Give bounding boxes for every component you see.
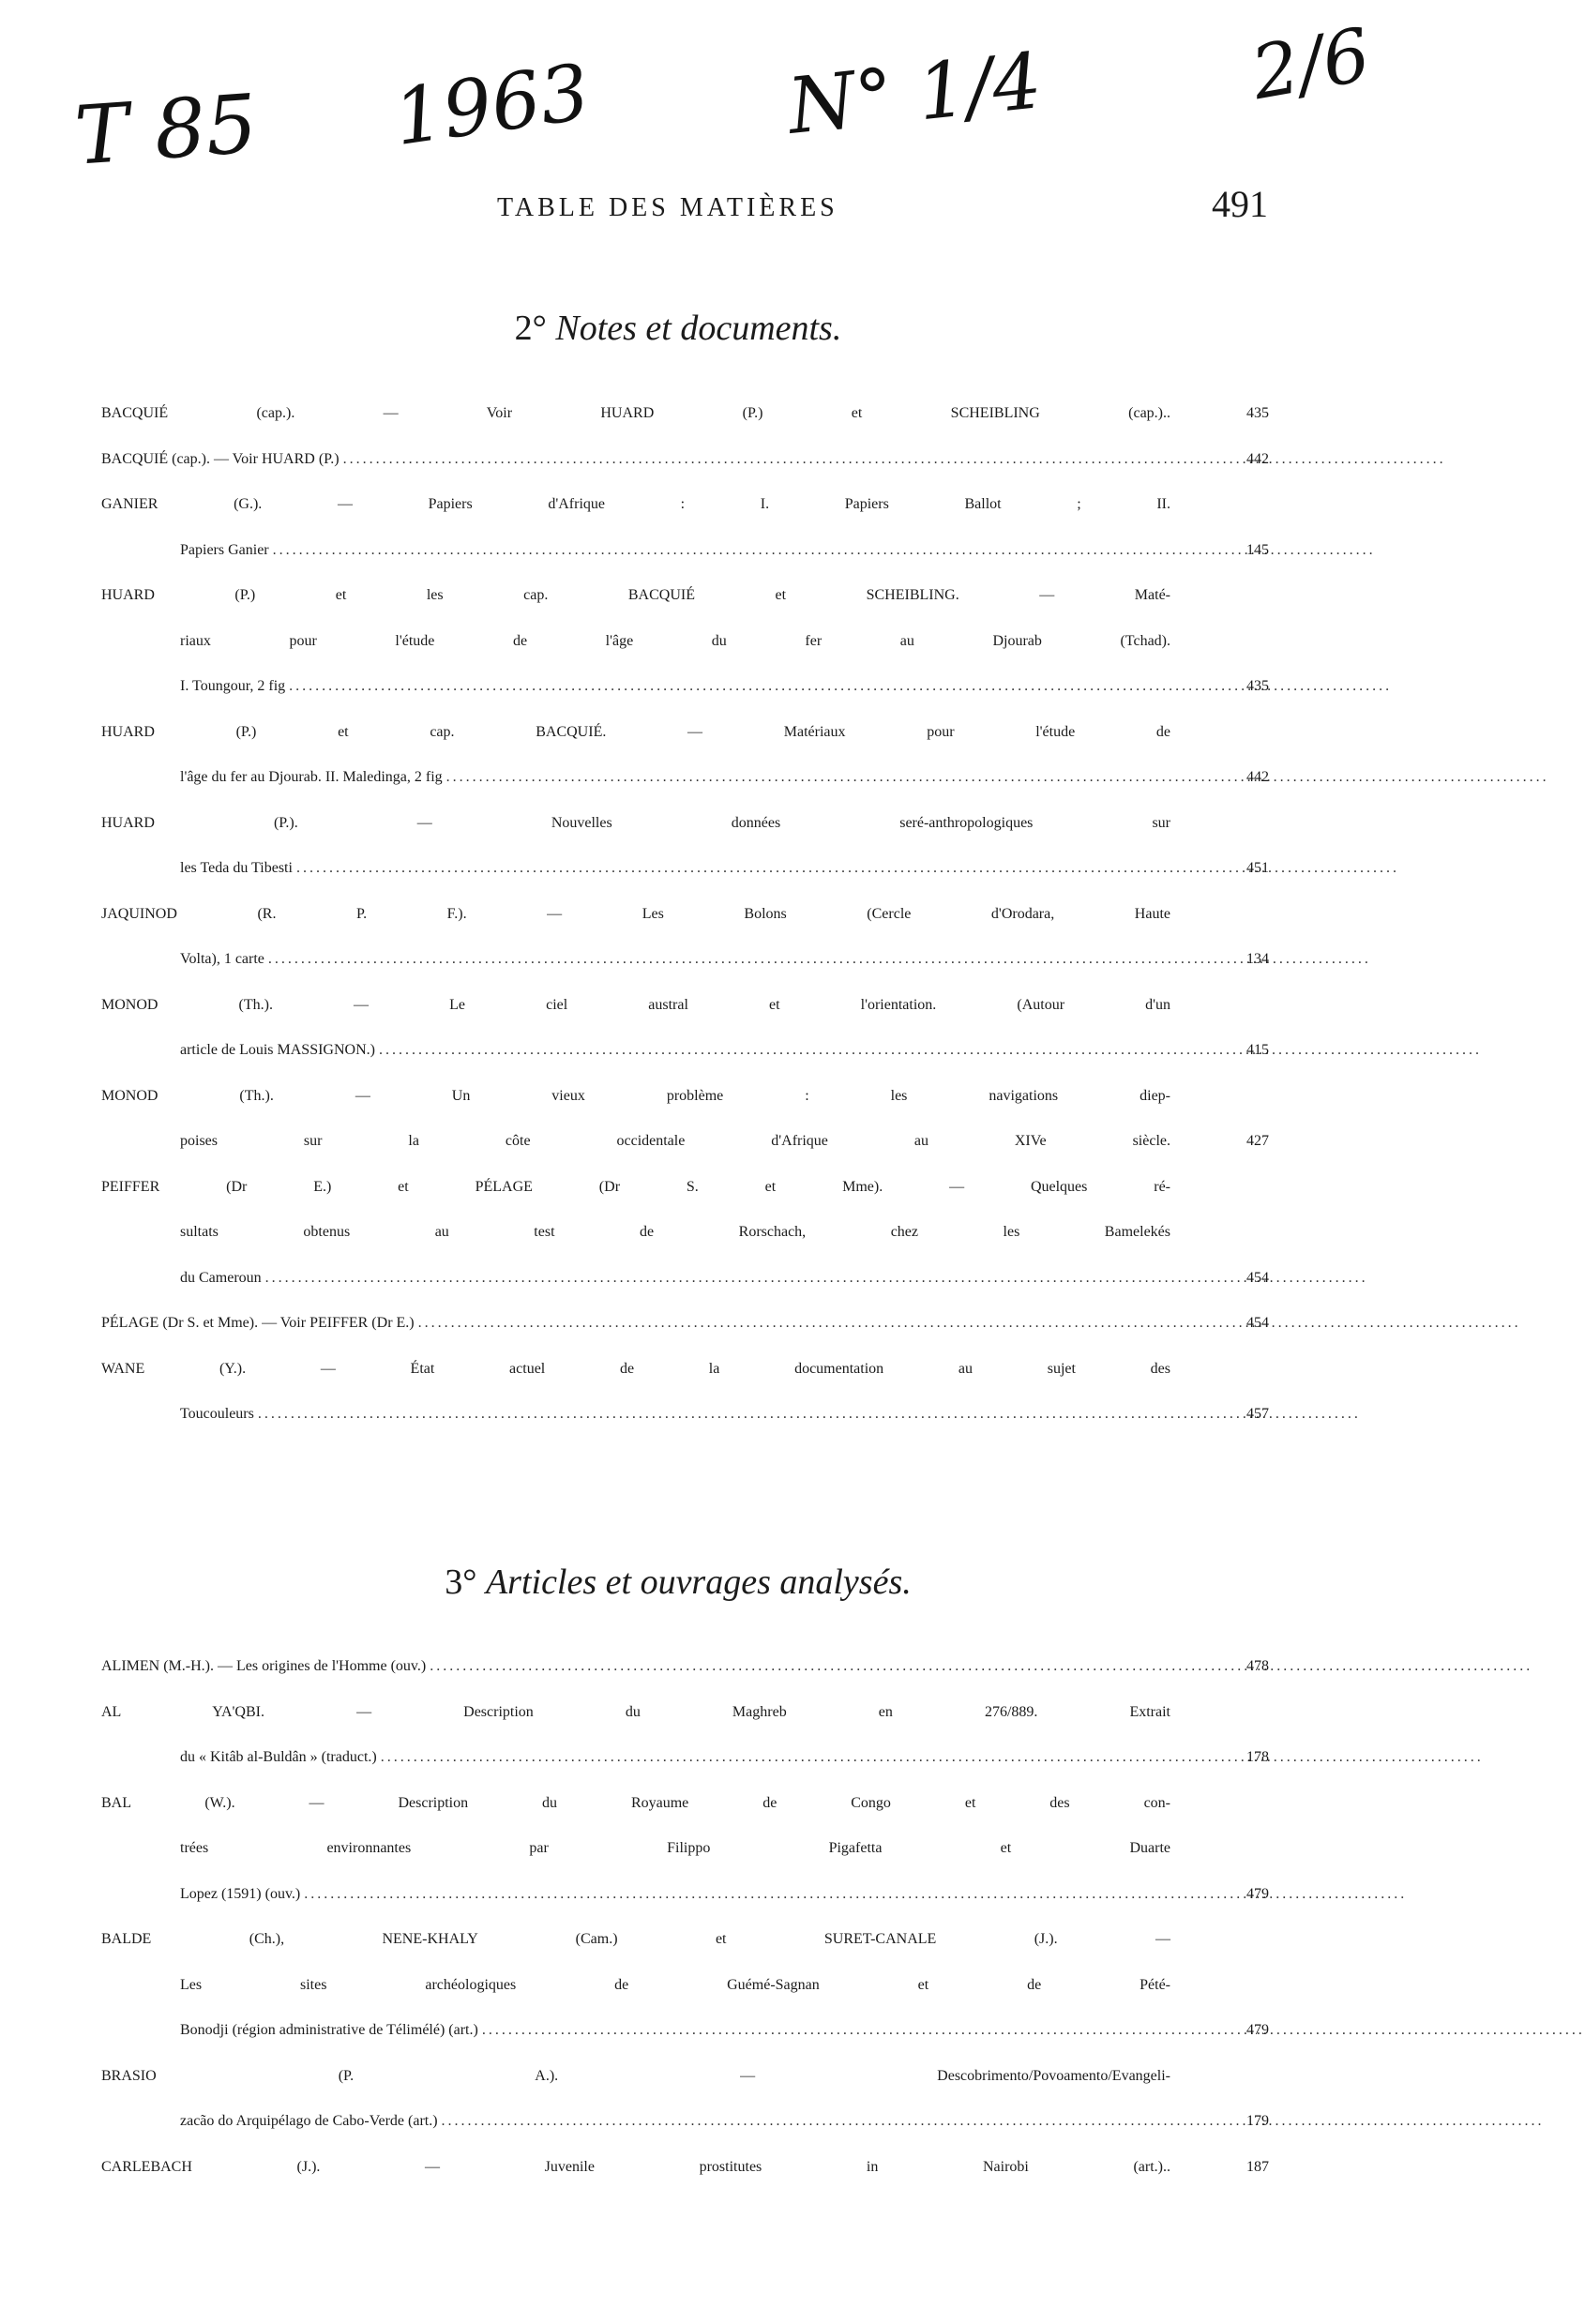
entry-page-number: 435 — [1246, 678, 1269, 694]
dot-leader — [375, 1042, 1482, 1088]
entry-page-number: 178 — [1246, 1749, 1269, 1765]
entry-line — [101, 1361, 1269, 1407]
entry-line — [101, 496, 1269, 542]
dot-leader — [293, 860, 1399, 906]
entry-text: HUARD (P.) et les cap. BACQUIÉ et SCHEIBLING. — Maté- — [101, 587, 1170, 603]
page-number: 491 — [1212, 183, 1268, 225]
dot-leader — [254, 1406, 1361, 1452]
dot-leader — [377, 1749, 1484, 1795]
handwritten-mark-1: T 85 — [71, 77, 261, 184]
section-heading-notes — [0, 308, 1356, 349]
entry-line — [101, 1931, 1269, 1977]
handwritten-mark-4: 2/6 — [1245, 12, 1377, 117]
entry-text: zacão do Arquipélago de Cabo-Verde (art.) — [180, 2113, 438, 2129]
entry-line — [101, 1088, 1269, 1134]
entry-page-number: 442 — [1246, 450, 1269, 467]
entry-text: poises sur la côte occidentale d'Afrique au XIVe siècle. — [180, 1133, 1170, 1149]
entry-page-number: 454 — [1246, 1269, 1269, 1286]
entry-text: trées environnantes par Filippo Pigafetta et Duarte — [180, 1840, 1170, 1856]
section-title: Notes et documents. — [555, 309, 842, 348]
entry-line — [101, 1315, 1269, 1361]
entry-text: MONOD (Th.). — Le ciel austral et l'orientation. (Autour d'un — [101, 996, 1170, 1013]
entry-text: MONOD (Th.). — Un vieux problème : les navigations diep- — [101, 1087, 1170, 1104]
entry-line — [101, 815, 1269, 861]
entry-text: BALDE (Ch.), NENE-KHALY (Cam.) et SURET-CANALE (J.). — — [101, 1931, 1170, 1947]
dot-leader — [285, 678, 1392, 724]
entry-line — [101, 951, 1269, 997]
dot-leader — [415, 1315, 1521, 1361]
entry-text: article de Louis MASSIGNON.) — [180, 1042, 375, 1058]
entry-line — [101, 1704, 1269, 1750]
entry-text: PEIFFER (Dr E.) et PÉLAGE (Dr S. et Mme). — Quelques ré- — [101, 1178, 1170, 1195]
dot-leader — [262, 1270, 1368, 1316]
entry-line — [101, 860, 1269, 906]
entry-text: Papiers Ganier — [180, 541, 269, 558]
entry-text: du « Kitâb al-Buldân » (traduct.) — [180, 1749, 377, 1765]
entry-page-number: 457 — [1246, 1406, 1269, 1422]
entry-line — [101, 633, 1269, 679]
entry-line — [101, 906, 1269, 952]
entry-line — [101, 678, 1269, 724]
handwritten-mark-3: N° 1/4 — [783, 37, 1046, 152]
entry-page-number: 187 — [1246, 2158, 1269, 2175]
entry-text: Les sites archéologiques de Guémé-Sagnan et de Pété- — [180, 1976, 1170, 1993]
entry-line — [101, 1886, 1269, 1932]
section-number: 2° — [514, 309, 547, 348]
entry-page-number: 179 — [1246, 2113, 1269, 2129]
entry-line — [101, 724, 1269, 770]
entry-page-number: 479 — [1246, 1885, 1269, 1902]
entry-text: BACQUIÉ (cap.). — Voir HUARD (P.) et SCHEIBLING (cap.).. — [101, 405, 1170, 421]
entry-text: Volta), 1 carte — [180, 951, 264, 967]
entry-line — [101, 2159, 1269, 2205]
entry-line — [101, 1406, 1269, 1452]
entry-text: HUARD (P.) et cap. BACQUIÉ. — Matériaux pour l'étude de — [101, 723, 1170, 740]
entry-line — [101, 1977, 1269, 2023]
entry-line — [101, 451, 1269, 497]
entry-page-number: 435 — [1246, 405, 1269, 421]
entry-text: AL YA'QBI. — Description du Maghreb en 276/889. Extrait — [101, 1703, 1170, 1720]
entry-line — [101, 587, 1269, 633]
entry-page-number: 145 — [1246, 541, 1269, 558]
entry-text: ALIMEN (M.-H.). — Les origines de l'Homme (ouv.) — [101, 1658, 427, 1674]
entry-text: Lopez (1591) (ouv.) — [180, 1885, 301, 1902]
section-number: 3° — [445, 1562, 477, 1602]
entry-page-number: 478 — [1246, 1658, 1269, 1674]
entry-text: Bonodji (région administrative de Télimélé) (art.) — [180, 2022, 478, 2038]
entry-text: CARLEBACH (J.). — Juvenile prostitutes in Nairobi (art.).. — [101, 2158, 1170, 2175]
dot-leader — [264, 951, 1371, 997]
entry-text: riaux pour l'étude de l'âge du fer au Djourab (Tchad). — [180, 632, 1170, 649]
entry-line — [101, 1658, 1269, 1704]
entry-text: Toucouleurs — [180, 1406, 254, 1422]
entry-line — [101, 542, 1269, 588]
dot-leader — [443, 769, 1549, 815]
section-title: Articles et ouvrages analysés. — [485, 1562, 912, 1602]
dot-leader — [438, 2113, 1545, 2159]
entry-page-number: 442 — [1246, 769, 1269, 785]
entry-line — [101, 2022, 1269, 2068]
entry-text: BAL (W.). — Description du Royaume de Congo et des con- — [101, 1794, 1170, 1811]
entry-page-number: 415 — [1246, 1042, 1269, 1058]
entry-text: BRASIO (P. A.). — Descobrimento/Povoamento/Evangeli- — [101, 2067, 1170, 2084]
entry-line — [101, 1042, 1269, 1088]
entry-line — [101, 2068, 1269, 2114]
handwritten-mark-2: 1963 — [388, 47, 596, 164]
entry-list-notes — [101, 405, 1269, 1452]
entry-text: PÉLAGE (Dr S. et Mme). — Voir PEIFFER (Dr E.) — [101, 1315, 415, 1331]
entry-line — [101, 2113, 1269, 2159]
entry-page-number: 454 — [1246, 1315, 1269, 1331]
entry-text: l'âge du fer au Djourab. II. Maledinga, 2 fig — [180, 769, 443, 785]
entry-line — [101, 1179, 1269, 1225]
entry-line — [101, 1840, 1269, 1886]
entry-page-number: 451 — [1246, 860, 1269, 876]
dot-leader — [340, 451, 1446, 497]
entry-text: les Teda du Tibesti — [180, 860, 293, 876]
running-title: TABLE DES MATIÈRES — [497, 193, 838, 222]
entry-line — [101, 405, 1269, 451]
entry-line — [101, 1749, 1269, 1795]
entry-text: HUARD (P.). — Nouvelles données seré-anthropologiques sur — [101, 814, 1170, 831]
entry-line — [101, 1795, 1269, 1841]
entry-text: I. Toungour, 2 fig — [180, 678, 286, 694]
dot-leader — [478, 2022, 1585, 2068]
entry-text: sultats obtenus au test de Rorschach, chez les Bamelekés — [180, 1224, 1170, 1240]
entry-text: GANIER (G.). — Papiers d'Afrique : I. Papiers Ballot ; II. — [101, 496, 1170, 512]
dot-leader — [269, 542, 1376, 588]
entry-line — [101, 1224, 1269, 1270]
entry-line — [101, 1133, 1269, 1179]
entry-text: du Cameroun — [180, 1269, 262, 1286]
entry-line — [101, 1270, 1269, 1316]
dot-leader — [426, 1658, 1532, 1704]
entry-page-number: 479 — [1246, 2022, 1269, 2038]
entry-page-number: 134 — [1246, 951, 1269, 967]
entry-line — [101, 997, 1269, 1043]
entry-line — [101, 769, 1269, 815]
entry-list-articles — [101, 1658, 1269, 2204]
entry-page-number: 427 — [1246, 1133, 1269, 1149]
entry-text: JAQUINOD (R. P. F.). — Les Bolons (Cercle d'Orodara, Haute — [101, 905, 1170, 922]
section-heading-articles — [0, 1562, 1356, 1603]
entry-text: WANE (Y.). — État actuel de la documentation au sujet des — [101, 1360, 1170, 1377]
dot-leader — [300, 1886, 1407, 1932]
entry-text: BACQUIÉ (cap.). — Voir HUARD (P.) — [101, 450, 340, 467]
